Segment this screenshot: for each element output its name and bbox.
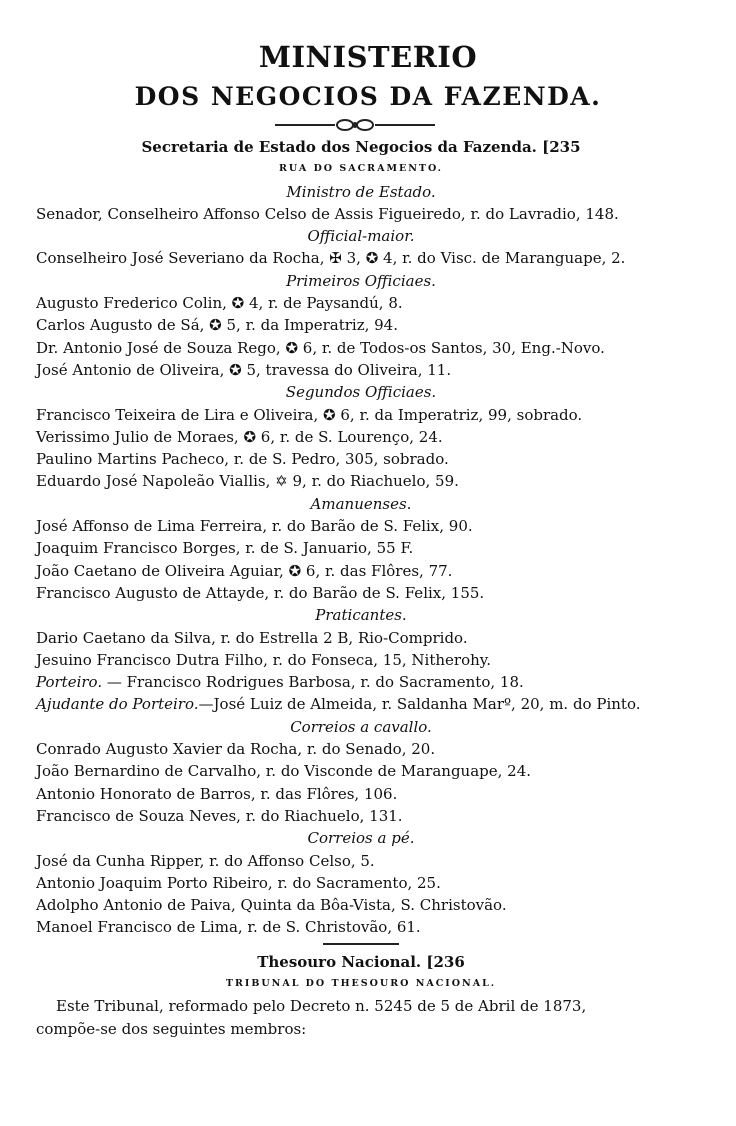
list-item: Francisco de Souza Neves, r. do Riachuelo, 131. <box>36 806 403 825</box>
section-subheading-tribunal: TRIBUNAL DO THESOURO NACIONAL. <box>225 977 497 989</box>
entry-ministro: Senador, Conselheiro Affonso Celso de Assis Figueiredo, r. do Lavradio, 148. <box>36 204 619 223</box>
porteiro-text: — Francisco Rodrigues Barbosa, r. do Sacramento, 18. <box>102 673 524 692</box>
section-divider <box>323 943 399 945</box>
subheading-correios-pe: Correios a pé. <box>307 829 415 848</box>
list-item: João Bernardino de Carvalho, r. do Visconde de Maranguape, 24. <box>36 762 532 781</box>
document-body <box>36 136 686 1040</box>
subheading-primeiros: Primeiros Officiaes. <box>286 271 436 290</box>
list-item: Jesuino Francisco Dutra Filho, r. do Fonseca, 15, Nitherohy. <box>36 650 492 669</box>
list-item: José Affonso de Lima Ferreira, r. do Barão de S. Felix, 90. <box>36 517 473 536</box>
entry-porteiro <box>36 671 686 693</box>
section-heading-secretaria: Secretaria de Estado dos Negocios da Fazenda. [235 <box>141 138 581 156</box>
list-item: Antonio Honorato de Barros, r. das Flôres, 106. <box>36 784 398 803</box>
list-item: Verissimo Julio de Moraes, ✪ 6, r. de S. Lourenço, 24. <box>36 427 443 446</box>
list-item: Carlos Augusto de Sá, ✪ 5, r. da Imperatriz, 94. <box>36 316 398 335</box>
subheading-correios-cavallo: Correios a cavallo. <box>290 717 432 736</box>
list-item: Manoel Francisco de Lima, r. de S. Christovão, 61. <box>36 918 421 937</box>
subheading-amanuenses: Amanuenses. <box>310 494 412 513</box>
list-item: Dario Caetano da Silva, r. do Estrella 2 B, Rio-Comprido. <box>36 628 468 647</box>
list-item: Eduardo José Napoleão Viallis, ✡ 9, r. do Riachuelo, 59. <box>36 472 459 491</box>
entry-ajudante <box>36 693 686 715</box>
list-item: João Caetano de Oliveira Aguiar, ✪ 6, r. das Flôres, 77. <box>36 561 453 580</box>
entry-official-maior: Conselheiro José Severiano da Rocha, ✠ 3, ✪ 4, r. do Visc. de Maranguape, 2. <box>36 249 626 268</box>
list-item: Joaquim Francisco Borges, r. de S. Januario, 55 F. <box>36 539 414 558</box>
list-item: José Antonio de Oliveira, ✪ 5, travessa do Oliveira, 11. <box>36 360 452 379</box>
paragraph-line: Este Tribunal, reformado pelo Decreto n. 5245 de 5 de Abril de 1873, <box>56 997 587 1016</box>
subheading-segundos: Segundos Officiaes. <box>285 383 437 402</box>
ajudante-label: Ajudante do Porteiro. <box>36 695 199 714</box>
list-item: Paulino Martins Pacheco, r. de S. Pedro, 305, sobrado. <box>36 450 449 469</box>
list-item: Francisco Augusto de Attayde, r. do Barão de S. Felix, 155. <box>36 583 485 602</box>
ajudante-text: —José Luiz de Almeida, r. Saldanha Marº, 20, m. do Pinto. <box>198 695 641 714</box>
ministry-subtitle: DOS NEGOCIOS DA FAZENDA. <box>134 82 602 111</box>
section-heading-thesouro: Thesouro Nacional. [236 <box>257 952 465 971</box>
list-item: Antonio Joaquim Porto Ribeiro, r. do Sacramento, 25. <box>36 873 441 892</box>
list-item: Conrado Augusto Xavier da Rocha, r. do Senado, 20. <box>36 740 436 759</box>
list-item: Adolpho Antonio de Paiva, Quinta da Bôa-Vista, S. Christovão. <box>36 896 507 915</box>
list-item: Francisco Teixeira de Lira e Oliveira, ✪ 6, r. da Imperatriz, 99, sobrado. <box>36 405 583 424</box>
section-address: RUA DO SACRAMENTO. <box>279 163 443 175</box>
list-item: José da Cunha Ripper, r. do Affonso Celso, 5. <box>36 851 375 870</box>
subheading-official-maior: Official-maior. <box>307 227 415 246</box>
paragraph-line: compõe-se dos seguintes membros: <box>36 1019 307 1038</box>
subheading-praticantes: Praticantes. <box>315 606 407 625</box>
porteiro-label: Porteiro. <box>36 673 103 692</box>
list-item: Dr. Antonio José de Souza Rego, ✪ 6, r. de Todos-os Santos, 30, Eng.-Novo. <box>36 338 605 357</box>
list-item: Augusto Frederico Colin, ✪ 4, r. de Paysandú, 8. <box>36 294 403 313</box>
ornament-divider-icon <box>275 118 435 132</box>
ministry-title: MINISTERIO <box>258 40 478 74</box>
subheading-ministro: Ministro de Estado. <box>286 182 436 201</box>
